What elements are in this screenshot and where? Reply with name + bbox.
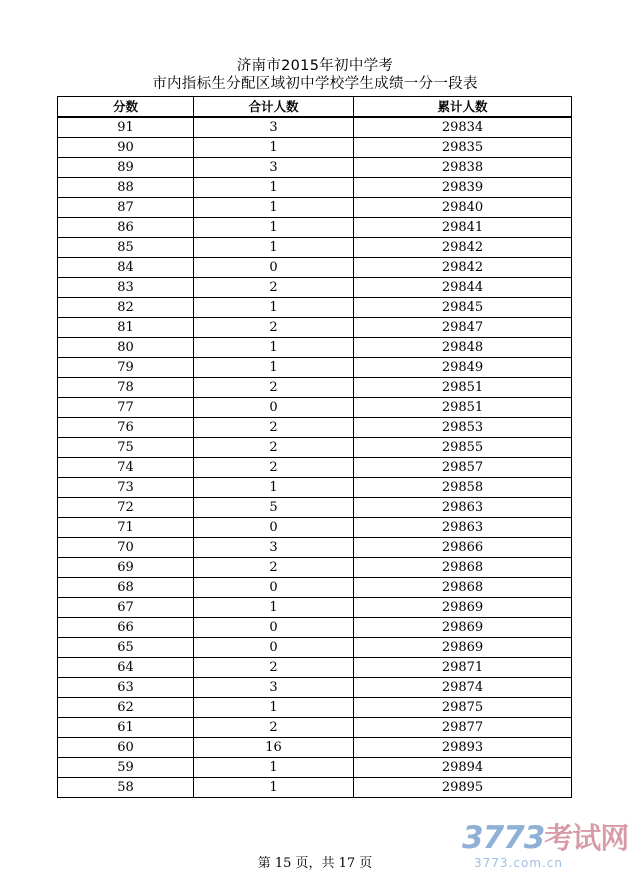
- cell-score: 58: [58, 778, 194, 798]
- cell-score: 82: [58, 298, 194, 318]
- cell-count: 0: [194, 258, 354, 278]
- table-row: [58, 638, 572, 658]
- table-row: [58, 278, 572, 298]
- table-row: [58, 178, 572, 198]
- cell-cumulative: 29894: [354, 758, 572, 778]
- cell-score: 75: [58, 438, 194, 458]
- watermark-brand-text: 考试网: [544, 821, 629, 855]
- cell-count: 1: [194, 238, 354, 258]
- cell-count: 2: [194, 558, 354, 578]
- cell-cumulative: 29848: [354, 338, 572, 358]
- cell-cumulative: 29853: [354, 418, 572, 438]
- cell-cumulative: 29855: [354, 438, 572, 458]
- table-row: [58, 478, 572, 498]
- cell-cumulative: 29839: [354, 178, 572, 198]
- cell-count: 1: [194, 778, 354, 798]
- cell-score: 70: [58, 538, 194, 558]
- table-row: [58, 698, 572, 718]
- cell-score: 90: [58, 138, 194, 158]
- cell-score: 67: [58, 598, 194, 618]
- cell-score: 72: [58, 498, 194, 518]
- title-line-2: 市内指标生分配区域初中学校学生成绩一分一段表: [152, 76, 478, 92]
- watermark-brand: [462, 816, 628, 857]
- table-row: [58, 578, 572, 598]
- cell-score: 61: [58, 718, 194, 738]
- cell-cumulative: 29842: [354, 238, 572, 258]
- cell-score: 79: [58, 358, 194, 378]
- table-row: [58, 458, 572, 478]
- cell-cumulative: 29874: [354, 678, 572, 698]
- table-row: [58, 158, 572, 178]
- watermark-logo: [462, 816, 629, 876]
- cell-score: 73: [58, 478, 194, 498]
- table-row: [58, 218, 572, 238]
- cell-cumulative: 29871: [354, 658, 572, 678]
- table-row: [58, 498, 572, 518]
- cell-score: 80: [58, 338, 194, 358]
- cell-score: 87: [58, 198, 194, 218]
- cell-count: 2: [194, 378, 354, 398]
- table-row: [58, 658, 572, 678]
- cell-count: 1: [194, 598, 354, 618]
- table-row: [58, 678, 572, 698]
- column-header-count: 合计人数: [194, 97, 354, 118]
- cell-cumulative: 29895: [354, 778, 572, 798]
- cell-score: 60: [58, 738, 194, 758]
- cell-count: 1: [194, 178, 354, 198]
- cell-count: 1: [194, 298, 354, 318]
- table-row: [58, 398, 572, 418]
- cell-cumulative: 29844: [354, 278, 572, 298]
- cell-score: 71: [58, 518, 194, 538]
- cell-count: 1: [194, 698, 354, 718]
- cell-score: 66: [58, 618, 194, 638]
- table-row: [58, 558, 572, 578]
- cell-cumulative: 29869: [354, 618, 572, 638]
- cell-score: 65: [58, 638, 194, 658]
- cell-cumulative: 29845: [354, 298, 572, 318]
- cell-score: 78: [58, 378, 194, 398]
- table-row: [58, 618, 572, 638]
- cell-score: 76: [58, 418, 194, 438]
- table-row: [58, 358, 572, 378]
- table-row: [58, 258, 572, 278]
- cell-count: 2: [194, 438, 354, 458]
- cell-cumulative: 29849: [354, 358, 572, 378]
- table-row: [58, 198, 572, 218]
- watermark-brand-number: 3773: [462, 820, 545, 856]
- page-footer: 第 15 页，共 17 页: [257, 856, 373, 871]
- cell-count: 1: [194, 478, 354, 498]
- table-row: [58, 778, 572, 798]
- table-row: [58, 338, 572, 358]
- cell-count: 3: [194, 538, 354, 558]
- cell-score: 81: [58, 318, 194, 338]
- cell-score: 77: [58, 398, 194, 418]
- table-row: [58, 298, 572, 318]
- cell-count: 5: [194, 498, 354, 518]
- cell-score: 84: [58, 258, 194, 278]
- table-header-row: [58, 97, 572, 118]
- cell-count: 0: [194, 618, 354, 638]
- cell-score: 62: [58, 698, 194, 718]
- cell-cumulative: 29869: [354, 638, 572, 658]
- column-header-cumulative: 累计人数: [354, 97, 572, 118]
- cell-score: 68: [58, 578, 194, 598]
- cell-count: 0: [194, 518, 354, 538]
- cell-score: 83: [58, 278, 194, 298]
- table-row: [58, 378, 572, 398]
- cell-count: 1: [194, 338, 354, 358]
- cell-count: 2: [194, 318, 354, 338]
- cell-cumulative: 29868: [354, 558, 572, 578]
- table-body: [58, 117, 572, 798]
- cell-count: 2: [194, 718, 354, 738]
- cell-cumulative: 29858: [354, 478, 572, 498]
- cell-score: 85: [58, 238, 194, 258]
- cell-cumulative: 29857: [354, 458, 572, 478]
- column-header-score: 分数: [58, 97, 194, 118]
- table-row: [58, 117, 572, 138]
- cell-count: 0: [194, 398, 354, 418]
- table-row: [58, 738, 572, 758]
- cell-count: 16: [194, 738, 354, 758]
- cell-count: 1: [194, 358, 354, 378]
- cell-count: 0: [194, 638, 354, 658]
- cell-count: 3: [194, 678, 354, 698]
- cell-score: 69: [58, 558, 194, 578]
- cell-cumulative: 29834: [354, 117, 572, 138]
- cell-cumulative: 29868: [354, 578, 572, 598]
- cell-count: 3: [194, 158, 354, 178]
- table-row: [58, 418, 572, 438]
- table-row: [58, 518, 572, 538]
- cell-count: 1: [194, 198, 354, 218]
- cell-score: 63: [58, 678, 194, 698]
- title-line-1: 济南市2015年初中学考: [236, 58, 394, 74]
- cell-count: 2: [194, 418, 354, 438]
- table-row: [58, 758, 572, 778]
- table-row: [58, 238, 572, 258]
- watermark-url: 3773.com.cn: [474, 856, 563, 870]
- cell-cumulative: 29875: [354, 698, 572, 718]
- cell-count: 1: [194, 138, 354, 158]
- cell-count: 2: [194, 458, 354, 478]
- table-row: [58, 138, 572, 158]
- cell-cumulative: 29840: [354, 198, 572, 218]
- table-row: [58, 598, 572, 618]
- cell-count: 1: [194, 218, 354, 238]
- score-distribution-table: [57, 96, 572, 798]
- cell-cumulative: 29841: [354, 218, 572, 238]
- table-row: [58, 438, 572, 458]
- cell-score: 64: [58, 658, 194, 678]
- cell-cumulative: 29863: [354, 498, 572, 518]
- cell-cumulative: 29838: [354, 158, 572, 178]
- cell-score: 74: [58, 458, 194, 478]
- cell-count: 0: [194, 578, 354, 598]
- table-row: [58, 718, 572, 738]
- cell-cumulative: 29835: [354, 138, 572, 158]
- cell-count: 1: [194, 758, 354, 778]
- cell-score: 91: [58, 117, 194, 138]
- table-row: [58, 538, 572, 558]
- cell-cumulative: 29869: [354, 598, 572, 618]
- cell-count: 2: [194, 278, 354, 298]
- cell-score: 88: [58, 178, 194, 198]
- cell-score: 59: [58, 758, 194, 778]
- cell-cumulative: 29866: [354, 538, 572, 558]
- cell-cumulative: 29851: [354, 398, 572, 418]
- cell-cumulative: 29893: [354, 738, 572, 758]
- cell-cumulative: 29863: [354, 518, 572, 538]
- cell-cumulative: 29842: [354, 258, 572, 278]
- table-row: [58, 318, 572, 338]
- cell-cumulative: 29851: [354, 378, 572, 398]
- cell-score: 89: [58, 158, 194, 178]
- cell-count: 3: [194, 117, 354, 138]
- cell-cumulative: 29877: [354, 718, 572, 738]
- cell-score: 86: [58, 218, 194, 238]
- cell-cumulative: 29847: [354, 318, 572, 338]
- document-title: [0, 57, 630, 93]
- cell-count: 2: [194, 658, 354, 678]
